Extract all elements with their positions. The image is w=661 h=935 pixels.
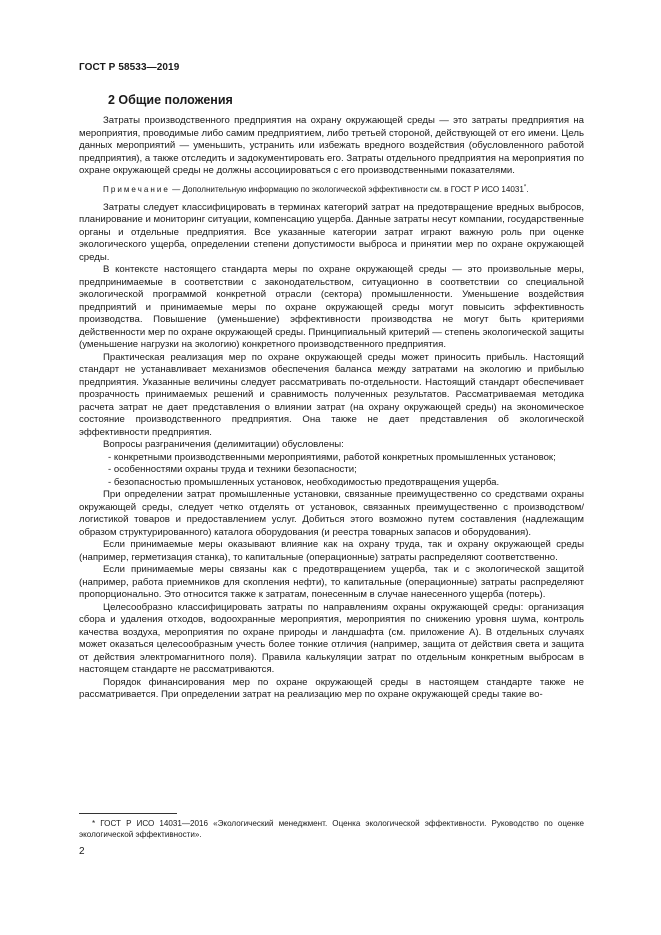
list-item-3: - безопасностью промышленных установок, необходимостью предотвращения ущерба. — [108, 476, 500, 488]
note-label: Примечание — [103, 184, 170, 194]
paragraph-5: Вопросы разграничения (делимитации) обусловлены: — [103, 439, 344, 450]
body-text — [79, 115, 584, 702]
page-number: 2 — [79, 846, 85, 857]
note-text: — Дополнительную информацию по экологической эффективности см. в ГОСТ Р ИСО 14031 — [169, 184, 524, 194]
footnote — [79, 818, 584, 840]
note: Примечание — Дополнительную информацию по экологической эффективности см. в ГОСТ Р ИСО 14031*. — [103, 183, 529, 194]
section-title: 2 Общие положения — [108, 93, 233, 107]
paragraph-8: Если принимаемые меры связаны как с предотвращением ущерба, так и с экологической защитой (например, работа приемников для скопления нефти), то капитальные (операционные) затраты распределяют пропорционально. Это относится также к затратам, понесенным в случае нанесенного ущерба (потерь). — [79, 564, 584, 600]
paragraph-2: Затраты следует классифицировать в терминах категорий затрат на предотвращение вредных выбросов, планирование и мониторинг ситуации, компенсацию ущерба. Данные затраты несут компании, государственные органы и отдельные предприятия. Все указанные категории затрат играют важную роль при оценке экологического ущерба, определении степени допустимости выброса и принятии мер по охране окружающей среды. — [79, 201, 584, 263]
footnote-mark: * — [523, 183, 527, 190]
paragraph-3: В контексте настоящего стандарта меры по охране окружающей среды — это произвольные меры, предпринимаемые в соответствии с законодательством, ситуационно в соответствии со специальной экологической программой конкретной отрасли (сектора) промышленности. Уменьшение воздействия предприятий и принимаемые меры по охране окружающей среды могут повысить эффективность производства. Повышение (уменьшение) эффективности производства не могут быть критериями действенности мер по охране окружающей среды. Принципиальный критерий — степень экологической защиты (уменьшение нагрузки на экологию) конкретного производственного предприятия. — [79, 264, 584, 350]
list-item-1: - конкретными производственными мероприятиями, работой конкретных промышленных установок; — [108, 451, 556, 463]
standard-code-header: ГОСТ Р 58533—2019 — [79, 62, 180, 73]
list-item-2: - особенностями охраны труда и техники безопасности; — [108, 464, 357, 475]
paragraph-6: При определении затрат промышленные установки, связанные преимущественно со средствами охраны окружающей среды, следует четко отделять от установок, связанных преимущественно с производством/логистикой товаров и предоставлением услуг. Добиться этого возможно путем составления (надлежащим образом структурированного) каталога оборудования (и реестра товарных запасов и оборудования). — [79, 489, 584, 538]
footnote-text: * ГОСТ Р ИСО 14031—2016 «Экологический менеджмент. Оценка экологической эффективности. Руководство по оценке экологической эффективности». — [79, 819, 584, 839]
footnote-divider — [79, 813, 177, 814]
paragraph-1: Затраты производственного предприятия на охрану окружающей среды — это затраты предприятия на мероприятия, проводимые либо самим предприятием, либо третьей стороной, действующей от его имени. Цель данных мероприятий — уменьшить, устранить или избежать вредного воздействия (обусловленного работой предприятия), а также отследить и задокументировать его. Затраты отдельного предприятия на мероприятия по охране окружающей среды не должны ассоциироваться с его производственными показателями. — [79, 115, 584, 176]
paragraph-4: Практическая реализация мер по охране окружающей среды может приносить прибыль. Настоящий стандарт не устанавливает механизмов обеспечения баланса между затратами на экологию и прибылью предприятия. Указанные величины следует рассматривать по-отдельности. Настоящий стандарт обеспечивает прозрачность принимаемых решений и сравнимость полученных результатов. Рассматриваемая методика расчета затрат не дает представления о влиянии затрат (на охрану окружающей среды) на экономическое состояние производственного предприятия. Она также не дает представления об экологической эффективности предприятия. — [79, 351, 584, 438]
paragraph-10: Порядок финансирования мер по охране окружающей среды в настоящем стандарте также не рассматривается. При определении затрат на реализацию мер по охране окружающей среды такие во- — [79, 676, 584, 700]
paragraph-7: Если принимаемые меры оказывают влияние как на охрану труда, так и охрану окружающей среды (например, герметизация станка), то капитальные (операционные) затраты распределяют соответственно. — [79, 539, 584, 563]
paragraph-9: Целесообразно классифицировать затраты по направлениям охраны окружающей среды: организация сбора и удаления отходов, водоохранные мероприятия, мероприятия по снижению уровня шума, контроль качества воздуха, мероприятия по охране природы и ландшафта (см. приложение А). В отдельных случаях может оказаться целесообразным учесть более тонкие отличия (например, защита от действия света и защита от действия электромагнитного поля). Правила калькуляции затрат по отдельным конкретным выбросам в настоящем стандарте не рассматриваются. — [79, 601, 584, 675]
